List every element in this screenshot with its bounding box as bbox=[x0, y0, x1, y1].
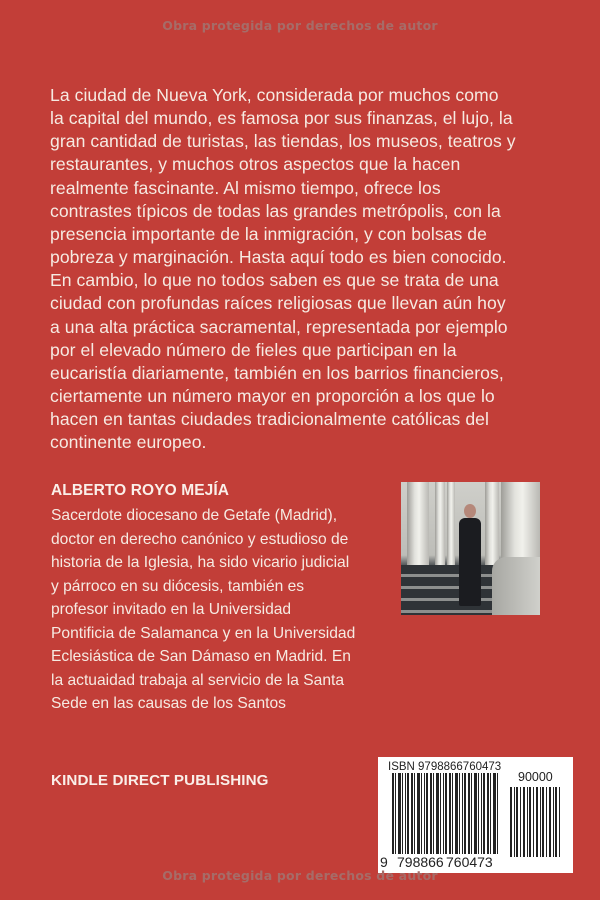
bio-line: Sacerdote diocesano de Getafe (Madrid), bbox=[51, 507, 338, 524]
back-cover-blurb bbox=[50, 84, 570, 455]
bio-line: doctor en derecho canónico y estudioso de bbox=[51, 530, 349, 548]
column-base bbox=[492, 557, 540, 615]
bio-line: historia de la Iglesia, ha sido vicario judicial bbox=[51, 554, 350, 571]
blurb-line: pobreza y marginación. Hasta aquí todo es bien conocido. bbox=[50, 247, 507, 268]
person-head bbox=[464, 504, 476, 518]
blurb-line: En cambio, lo que no todos saben es que se trata de una bbox=[50, 270, 499, 291]
blurb-line: a una alta práctica sacramental, representada por ejemplo bbox=[50, 316, 508, 337]
blurb-line: por el elevado número de fieles que participan en la bbox=[50, 339, 457, 360]
bio-line: y párroco en su diócesis, también es bbox=[51, 577, 305, 595]
blurb-line: realmente fascinante. Al mismo tiempo, ofrece los bbox=[50, 177, 441, 198]
bio-line: profesor invitado en la Universidad bbox=[51, 601, 292, 618]
blurb-line: ciudad con profundas raíces religiosas que llevan aún hoy bbox=[50, 293, 506, 314]
publisher-name: KINDLE DIRECT PUBLISHING bbox=[51, 772, 269, 789]
barcode-digits-right: 760473 bbox=[446, 854, 493, 870]
author-name: ALBERTO ROYO MEJÍA bbox=[51, 482, 230, 499]
isbn-label: ISBN 9798866760473 bbox=[388, 761, 502, 773]
blurb-line: presencia importante de la inmigración, y con bolsas de bbox=[50, 223, 487, 244]
bio-line: Eclesiástica de San Dámaso en Madrid. En bbox=[51, 648, 351, 665]
person-figure bbox=[459, 518, 481, 606]
blurb-line: la capital del mundo, es famosa por sus finanzas, el lujo, la bbox=[50, 108, 513, 129]
bio-line: Pontificia de Salamanca y en la Universidad bbox=[51, 624, 356, 642]
isbn-barcode bbox=[378, 757, 573, 873]
blurb-line: gran cantidad de turistas, las tiendas, los museos, teatros y bbox=[50, 131, 516, 152]
addon-barcode-bars bbox=[510, 787, 562, 857]
blurb-line: ciertamente un número mayor en proporción a los que lo bbox=[50, 386, 495, 407]
barcode-digits-left: 798866 bbox=[397, 854, 444, 870]
blurb-line: eucaristía diariamente, también en los barrios financieros, bbox=[50, 362, 504, 383]
price-addon-label: 90000 bbox=[518, 770, 553, 784]
blurb-line: hacen en tantas ciudades tradicionalmente católicas del bbox=[50, 409, 489, 430]
blurb-line: La ciudad de Nueva York, considerada por muchos como bbox=[50, 85, 499, 105]
barcode-bars bbox=[392, 773, 498, 857]
blurb-line: restaurantes, y muchos otros aspectos que la hacen bbox=[50, 154, 461, 175]
bio-line: la actuaidad trabaja al servicio de la Santa bbox=[51, 671, 344, 689]
barcode-digit-first: 9 bbox=[380, 854, 388, 870]
copyright-watermark-top: Obra protegida por derechos de autor bbox=[162, 18, 438, 33]
copyright-watermark-bottom: Obra protegida por derechos de autor bbox=[162, 868, 438, 883]
blurb-line: continente europeo. bbox=[50, 432, 207, 453]
author-photo bbox=[401, 482, 540, 615]
author-bio bbox=[51, 504, 391, 716]
bio-line: Sede en las causas de los Santos bbox=[51, 695, 286, 712]
blurb-line: contrastes típicos de todas las grandes metrópolis, con la bbox=[50, 200, 501, 221]
